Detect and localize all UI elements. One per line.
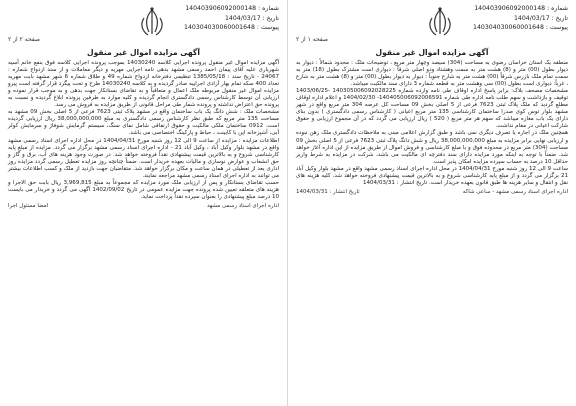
body-paragraph: منطقه یک استان خراسان رضوی به مساحت (304) سیصد وچهار متر مربع ، توضیحات ملک : محدود شمالاً : دیوار به دیوار بطول (00) متر و (8) هشت متر به سمت وهشتاد ودو اصلی شرقاً : دیواری است مشترک بطول (18) متر به سمت تمام ملک بازرس شرقاً (00) هشت متر به شارع جنوباً : دیوار به دیوار بطول (00) متر و (8) هشت متر به شارع ، غرباً: دیواری است بطول (00) سی وهشت متر به قطعه شماره 3 دارای سند مالکیت میباشد. [296,60,569,88]
document-attachment: 140304030060001648 [184,24,255,31]
document-attachment: 140304030060001648 [473,24,544,31]
document-meta: شماره : 140403906092000148 تاریخ : 1404/03/17 پیوست : 140304030060001648 [184,5,279,31]
document-number: 140403906092000148 [185,5,257,12]
footer-left-text: امضا مسئول اجرا [8,202,49,209]
body-paragraph: آگهی مزایده اموال غیر منقول پرونده اجرایی کلاسه 14030240 بموجب پرونده اجرایی کلاسه فوق بنفع خانم آسیه شهریاری علیه آقای پیمان احمد رسمی مشهد بدهی نامه اجرایی مهریه و دیگر معاملات و از سند ازدواج شماره : 24067 - تاریخ سند : 1385/05/18 تنظیمی دفترخانه ازدواج شماره 49 و طلاق شماره 6 شهر مشهد بابت مهریه تعداد 400 سکه تمام بهار آزادی اجراییه صادر گردیده و به کلاسه 14030240 طرح و تحت پیگرد قرار گرفته است پیرو مزایده اموال غیر منقول مربوطه ملک اعمال و متعاقباً و به تقاضای بستانکار جهت بدهی و به موجب قرار نموده و ارزیابی آن توسط کارشناس رسمی دادگستری انجام گردیده و کلیه موارد به طرفین پرونده ابلاغ گردیده و نسبت به پرونده حق اعتراض نداشته و پرونده شمار طی مراحل قانونی از طریق مزایده به فروش می رسد. [8,60,280,109]
page-footer [296,189,568,195]
body-paragraph: حسب تقاضای بستانکار و پس از ارزیابی ملک مورد مزایده که مجموعاً به مبلغ 3,969,815 ریال بابت حق الاجرا و هزینه های متعلقه تعیین شده پرونده جهت مزایده عمومی در تاریخ 1402/09/02 آگهی می گردد و خریدار می بایست 10 درصد مبلغ پیشنهادی را بعنوان سپرده نقداً پرداخت نماید. [8,179,279,200]
document-meta: شماره : 140403906092000148 تاریخ : 1404/03/17 پیوست : 140304030060001648 [473,5,568,31]
page-footer [8,203,279,209]
state-emblem-icon [132,6,172,40]
document-number: 140403906092000148 [474,5,546,12]
document-title: آگهی مزایده اموال غیر منقول [87,48,200,57]
page-header [296,4,568,46]
page-header [8,4,279,46]
body-paragraph: ساعت 9 الی 12 روز شنبه مورخ 1404/04/31 در محل اداره اجرای اسناد رسمی مشهد واقع در مشهد بلوار وکیل آباد 21 برگزار می گردد و از مبلغ پایه کارشناسی شروع و به بالاترین قیمت پیشنهادی فروخته خواهد شد. کلیه هزینه های نقل و انتقال و سایر هزینه ها طبق قانون بعهده خریدار است. تاریخ انتشار : 1404/03/31 [296,165,569,186]
footer-right-text: اداره اجرای اسناد رسمی مشهد - ساعی شاکه [462,188,568,195]
body-paragraph: مشخصات مصحف بلاک: برابر پاسخ اداره اوقاف طی نامه وارده شماره 140305006092028225 -1403/06/25 توقیف و بازداشت و سهم طلب نامه اداره طی شماره 140405006092006591- 1404/02/30 و اعلام اداره اوقاف مطلع گردید که ملک پلاک ثبتی 7623 فرعی از 5 اصلی بخش 09 مساحت کل عرصه 304 متر مربع واقع در شهر مشهد بلوار توس کوی صدرا ساختمان کارشناسی 135 متر مربع اعیانی ( کارشناس رسمی دادگستری ) بدون بنای دارای یک باب مغازه میباشد که سهم هر متر مربع ( 520 ) ریال ارزیابی می گردد که در آن مجموع ارزیابی و حقوق شارکت اعیانی در مقام نداشت. [296,88,569,130]
footer-right-text: اداره اجرای اسناد رسمی مشهد [206,202,279,209]
body-paragraph: همچنین ملک در اجاره یا تصرف دیگری نمی باشد و طبق گزارش اعلامی مبنی به ملاحظات دادگستری ملک رهن نبوده و ارزیابی نهایی برابر مزایده به مبلغ 38,000,000,000 ریال و شش دانگ پلاک ثبتی 7623 فرعی از 5 اصلی بخش 09 مساحت (304) متر مربع در محدوده فوق و با مبلغ کارشناسی و فروش اموال از طریق مزایده از این اداره آغاز خواهد شد. ضمناً با توجه به اینکه مورد مزایده دارای سند دفترچه ای مالکیت می باشد، شرکت در مزایده به شرط واریز حداقل 10 درصد به حساب سپرده مزایده امکان پذیر است. [296,130,568,165]
document-title: آگهی مزایده اموال غیر منقول [375,48,489,57]
document-date: 1404/03/17 [513,14,550,22]
footer-left-text: تاریخ انتشار : 1404/03/31 [296,188,360,195]
body-paragraph: اطلاعات مزایده : مزایده از ساعت 9 الی 12 روز شنبه مورخ 1404/04/31 در محل اداره اجرای اسناد رسمی مشهد واقع در مشهد بلوار وکیل آباد ، وکیل آباد 21 - اداره اجرای اسناد رسمی مشهد برگزار می گردد. مزایده از مبلغ پایه کارشناسی شروع و به بالاترین قیمت پیشنهادی نقداً فروخته خواهد شد. در صورت وجود هزینه های آب، برق و گاز و حق انشعاب و عوارض نوسازی و مالیات بعهده خریدار است. ضمناً چنانچه روز مزایده تعطیل رسمی گردد مزایده روز اداری بعد از تعطیلی در همان ساعت و مکان برگزار خواهد شد. متقاضیان جهت بازدید از ملک و کسب اطلاعات بیشتر می توانند به اداره اجرای اسناد رسمی مشهد مراجعه نمایند. [8,137,279,179]
state-emblem-icon [420,6,460,40]
body-paragraph: مشخصات ملک : شش دانگ یک باب ساختمان واقع در مشهد پلاک ثبتی 7623 فرعی از 5 اصلی بخش 09 مشهد به مساحت 135 متر مربع که طبق نظر کارشناس رسمی دادگستری به مبلغ 38,000,000,000 ریال ارزیابی گردیده است. 0912 ساختمان ملکی مالکیت و حقوق ارتفاقی شامل نمای سنگ، سیستم گرمایش شوفاژ و سرمایش کولر آبی، آشپزخانه اپن با کابینت ، حیاط و پارکینگ اختصاصی می باشد. [8,109,280,137]
page-number: صفحه ۱ از ۲ [296,36,328,43]
document-date: 1404/03/17 [224,14,261,22]
document-page-1 [288,0,576,406]
page-number: صفحه ۲ از ۲ [8,36,40,43]
